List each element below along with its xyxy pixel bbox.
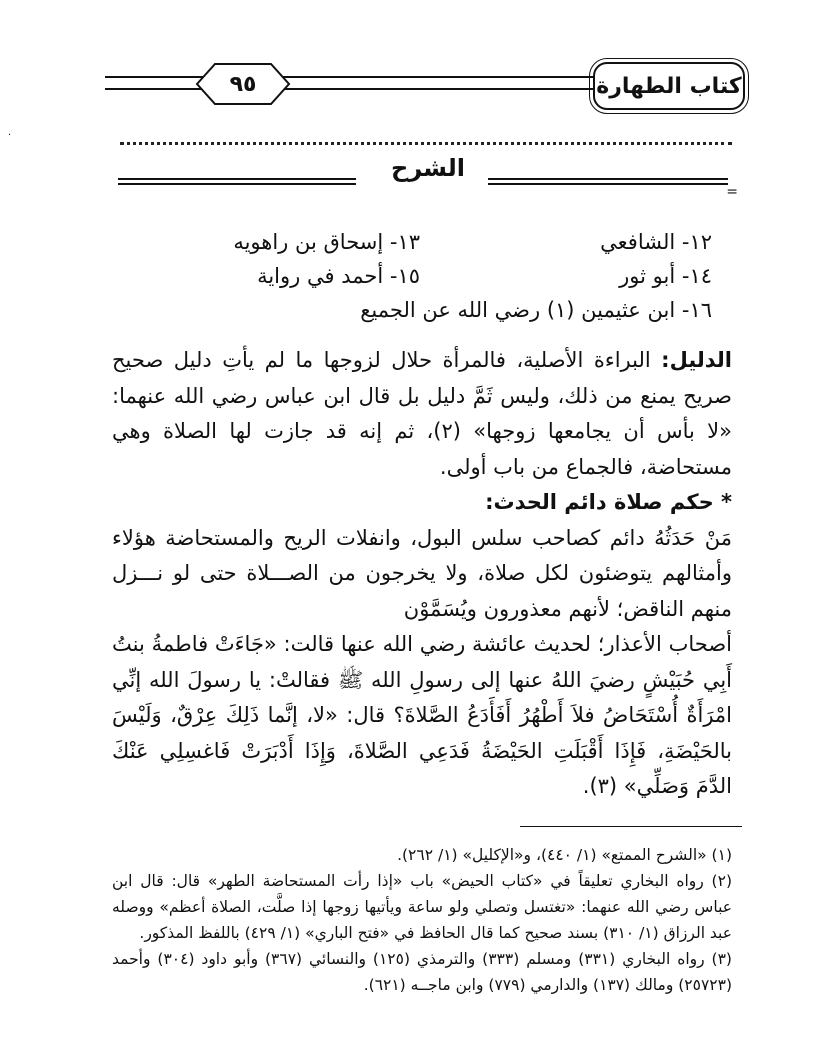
footnotes xyxy=(112,842,732,998)
evidence-label: الدليل: xyxy=(661,348,732,372)
list-item: ١٣- إسحاق بن راهويه xyxy=(233,230,420,254)
list-item: ١٢- الشافعي xyxy=(600,230,712,254)
footnote-rule xyxy=(520,826,742,827)
evidence-text: البراءة الأصلية، فالمرأة حلال لزوجها ما لم يأتِ دليل صحيح صريح يمنع من ذلك، وليس ثَمَّ دليل بل قال ابن عباس رضي الله عنهما: «لا بأس أن يجامعها زوجها» (٢)، ثم إنه قد جازت لها الصلاة وهي مستحاضة، فالجماع من باب أولى. xyxy=(112,348,733,479)
hadith-paragraph: أصحاب الأعذار؛ لحديث عائشة رضي الله عنها قالت: «جَاءَتْ فاطمةُ بنتُ أَبِي حُبَيْشٍ رضيَ اللهُ عنها إلى رسولِ الله ﷺ فقالتْ: يا رسولَ الله إنِّي امْرَأَةٌ أُسْتَحَاضُ فلاَ أَطْهُرُ أَفَأَدَعُ الصَّلاةَ؟ قال: «لا، إنَّما ذَلِكَ عِرْقٌ، وَلَيْسَ بالحَيْضَةِ، فَإِذَا أَقْبَلَتِ الحَيْضَةُ فَدَعِي الصَّلاةَ، وَإِذَا أَدْبَرَتْ فَاغسِلِي عَنْكَ الدَّمَ وَصَلِّي» (٣). xyxy=(112,632,732,798)
section-header xyxy=(118,152,738,202)
main-text xyxy=(112,343,732,805)
footnote: (٣) رواه البخاري (٣٣١) ومسلم (٣٣٣) والترمذي (١٢٥) والنسائي (٣٦٧) وأبو داود (٣٠٤) وأحمد (٢٥٧٢٣) ومالك (١٣٧) والدارمي (٧٧٩) وابن ماجــه (٦٢١). xyxy=(112,950,732,994)
scholars-list xyxy=(0,224,830,344)
section-title: الشرح xyxy=(391,154,465,182)
list-item: ١٦- ابن عثيمين (١) رضي الله عن الجميع xyxy=(360,298,712,322)
list-item: ١٤- أبو ثور xyxy=(619,264,712,288)
section-heading: * حكم صلاة دائم الحدث: xyxy=(485,490,732,514)
paragraph: مَنْ حَدَثُهُ دائم كصاحب سلس البول، وانفلات الريح والمستحاضة هؤلاء وأمثالهم يتوضئون لكل صلاة، ولا يخرجون من الصـــلاة حتى لو نـــزل منهم الناقض؛ لأنهم معذورون ويُسَمَّوْن xyxy=(112,525,732,621)
margin-mark: = xyxy=(726,184,738,200)
book-title: كتاب الطهارة xyxy=(593,62,745,110)
list-item: ١٥- أحمد في رواية xyxy=(257,264,420,288)
page-header xyxy=(105,58,745,118)
evidence-paragraph xyxy=(112,343,732,485)
page-speck: · xyxy=(8,130,12,141)
dotted-divider xyxy=(120,142,732,145)
footnote: (١) «الشرح الممتع» (١/ ٤٤٠)، و«الإكليل» (١/ ٢٦٢). xyxy=(397,846,732,864)
section-rule-right xyxy=(488,178,728,188)
page-number: ٩٥ xyxy=(229,71,257,97)
section-rule-left xyxy=(118,178,356,188)
footnote: (٢) رواه البخاري تعليقاً في «كتاب الحيض» باب «إذا رأت المستحاضة الطهر» قال: قال ابن عباس رضي الله عنهما: «تغتسل وتصلي ولو ساعة ويأتيها زوجها إذا صلَّت، الصلاة أعظم» ووصله عبد الرزاق (١/ ٣١٠) بسند صحيح كما قال الحافظ في «فتح الباري» (١/ ٤٢٩) باللفظ المذكور. xyxy=(112,872,732,942)
page-number-badge xyxy=(183,60,303,108)
